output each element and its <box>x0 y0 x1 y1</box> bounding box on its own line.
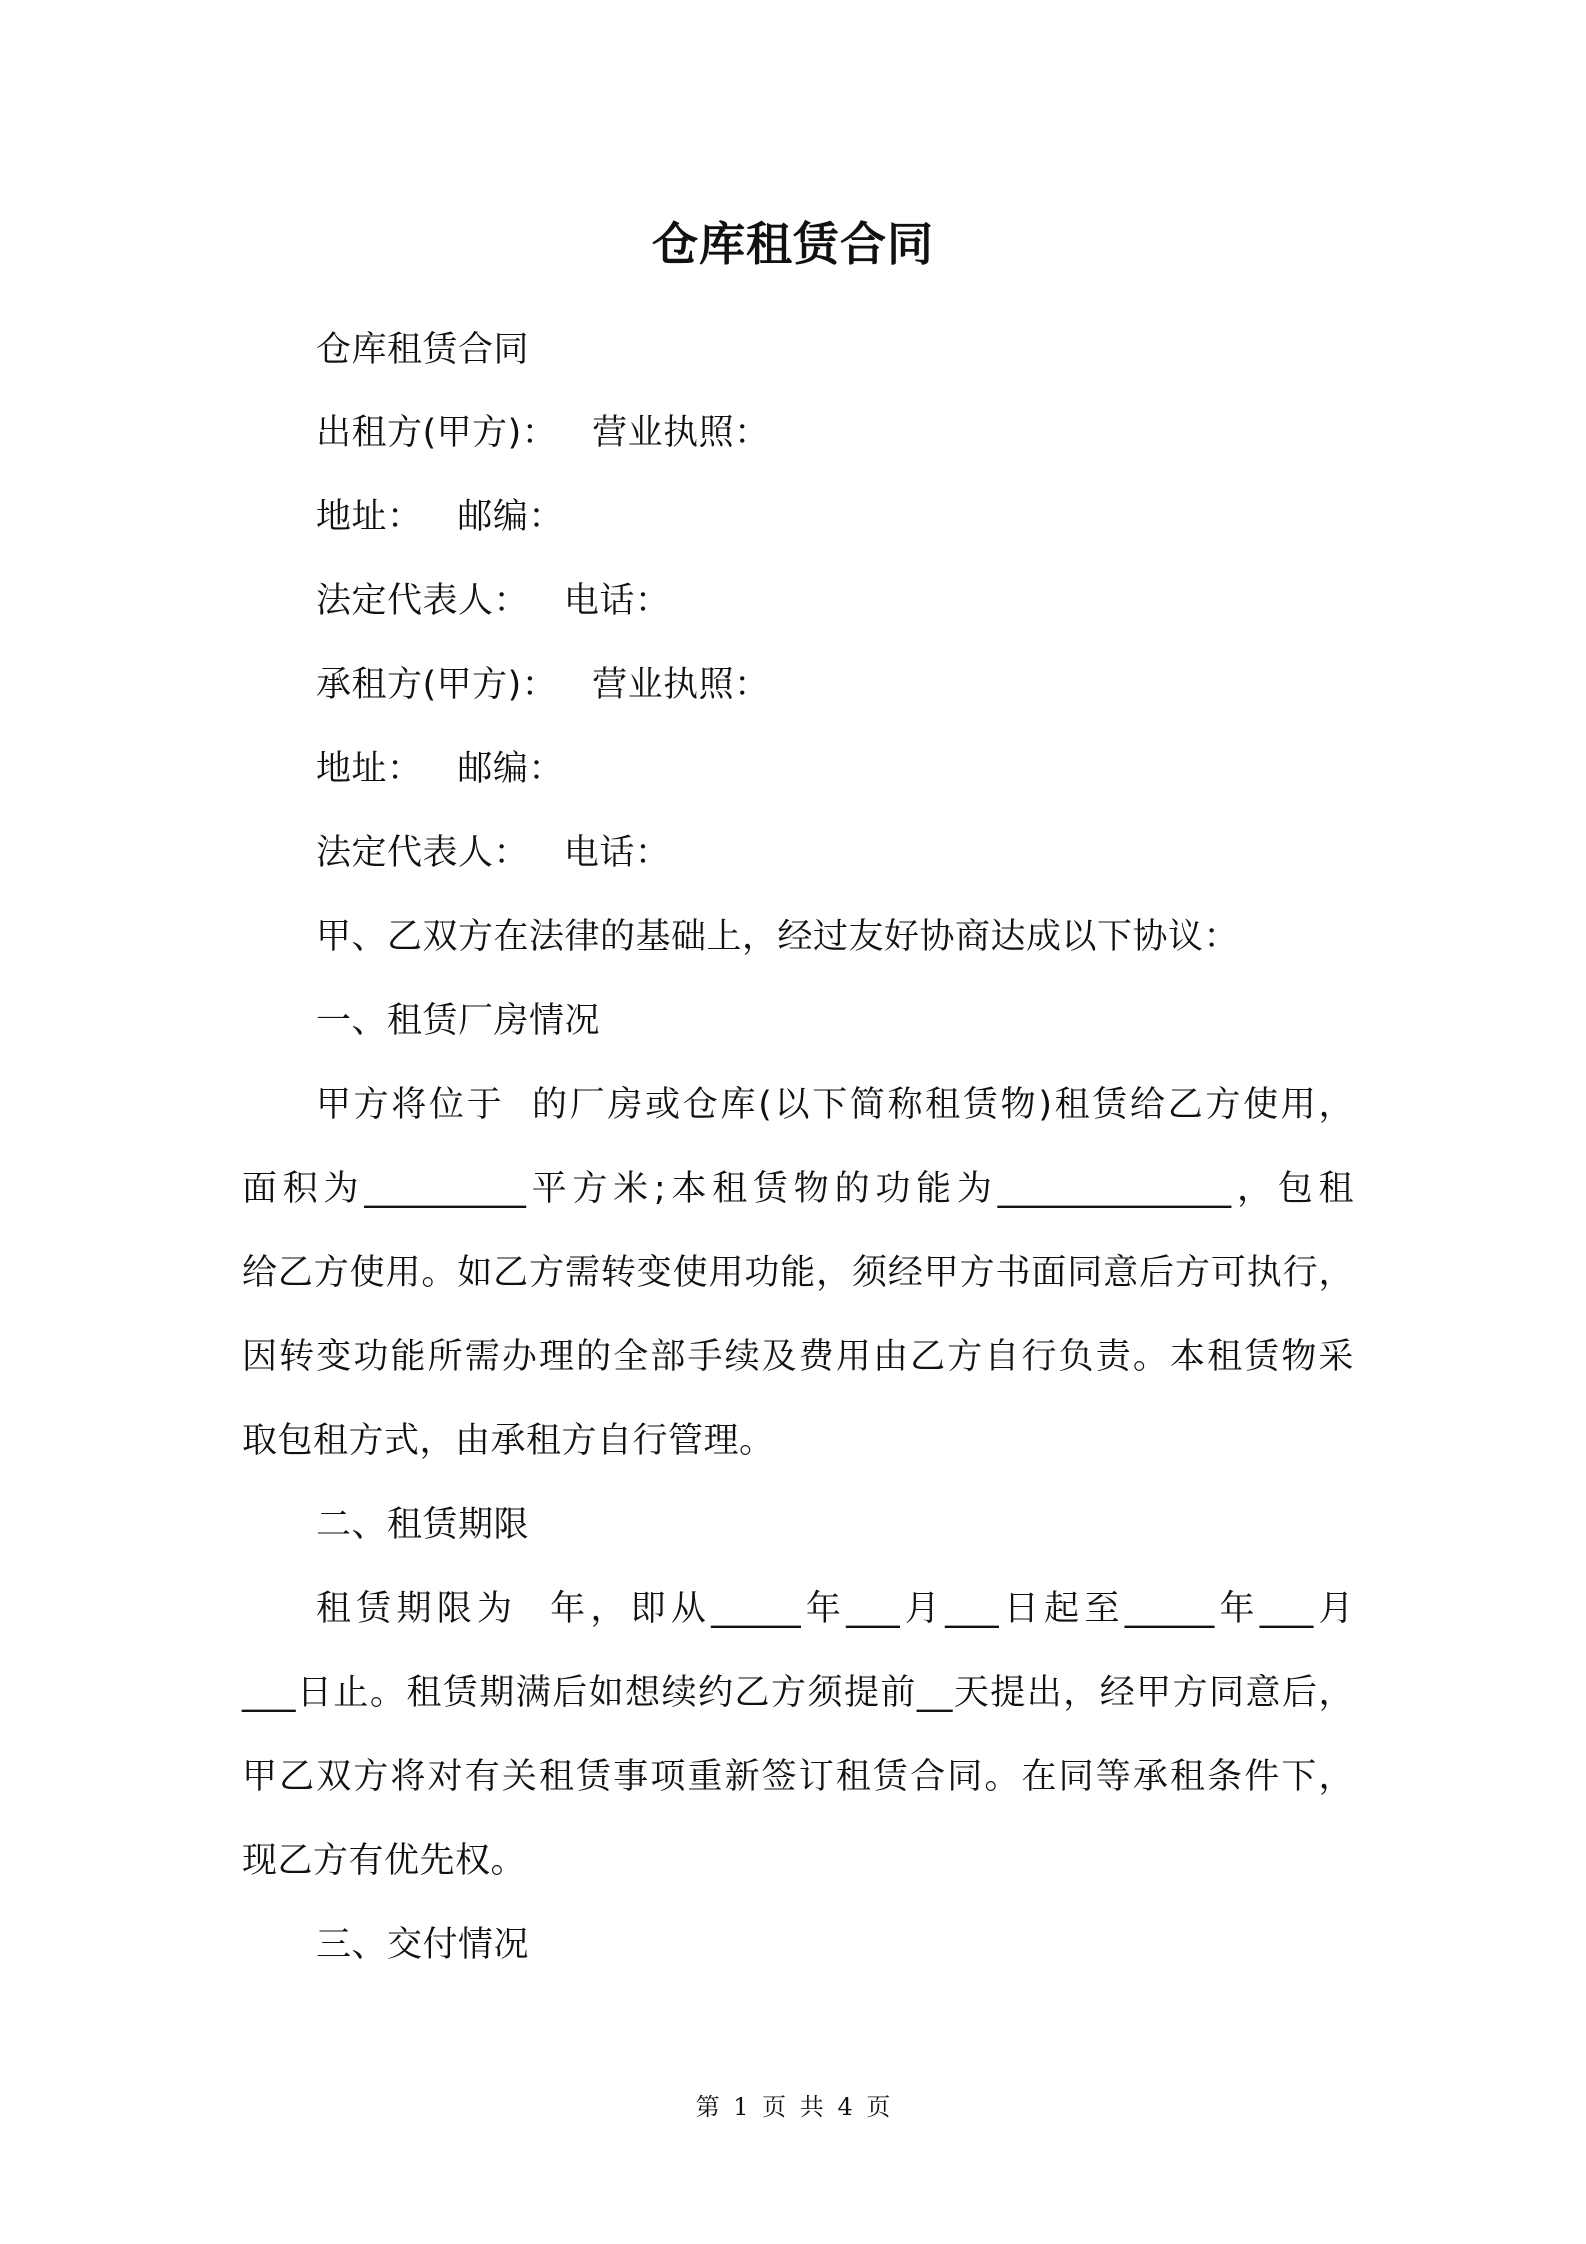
lessor-representative-line: 法定代表人： 电话： <box>316 581 671 621</box>
section-3-heading: 三、交付情况 <box>316 1925 530 1965</box>
section-1-line: 因转变功能所需办理的全部手续及费用由乙方自行负责。本租赁物采 <box>242 1337 1354 1377</box>
section-2-heading: 二、租赁期限 <box>316 1505 530 1545</box>
section-1-line: 取包租方式，由承租方自行管理。 <box>242 1421 775 1461</box>
agreement-intro: 甲、乙双方在法律的基础上，经过友好协商达成以下协议： <box>316 917 1240 957</box>
lessee-representative-line: 法定代表人： 电话： <box>316 833 671 873</box>
page-footer: 第 1 页 共 4 页 <box>695 2093 891 2121</box>
section-1-line: 给乙方使用。如乙方需转变使用功能，须经甲方书面同意后方可执行， <box>242 1253 1354 1293</box>
section-1-heading: 一、租赁厂房情况 <box>316 1001 601 1041</box>
section-1-line: 面积为_________平方米;本租赁物的功能为_____________，包租 <box>242 1169 1354 1209</box>
lessor-line: 出租方(甲方)： 营业执照： <box>316 413 770 453</box>
section-1-line: 甲方将位于 的厂房或仓库(以下简称租赁物)租赁给乙方使用， <box>316 1085 1354 1125</box>
lessee-line: 承租方(甲方)： 营业执照： <box>316 665 770 705</box>
lessor-address-line: 地址： 邮编： <box>316 497 564 537</box>
section-2-line: 现乙方有优先权。 <box>242 1841 527 1881</box>
document-title: 仓库租赁合同 <box>652 217 934 271</box>
section-2-line: 甲乙双方将对有关租赁事项重新签订租赁合同。在同等承租条件下， <box>242 1757 1354 1797</box>
lessee-address-line: 地址： 邮编： <box>316 749 564 789</box>
document-subtitle: 仓库租赁合同 <box>316 330 530 370</box>
section-2-line: ___日止。租赁期满后如想续约乙方须提前__天提出，经甲方同意后， <box>242 1673 1354 1713</box>
section-2-line: 租赁期限为 年，即从_____年___月___日起至_____年___月 <box>316 1589 1354 1629</box>
